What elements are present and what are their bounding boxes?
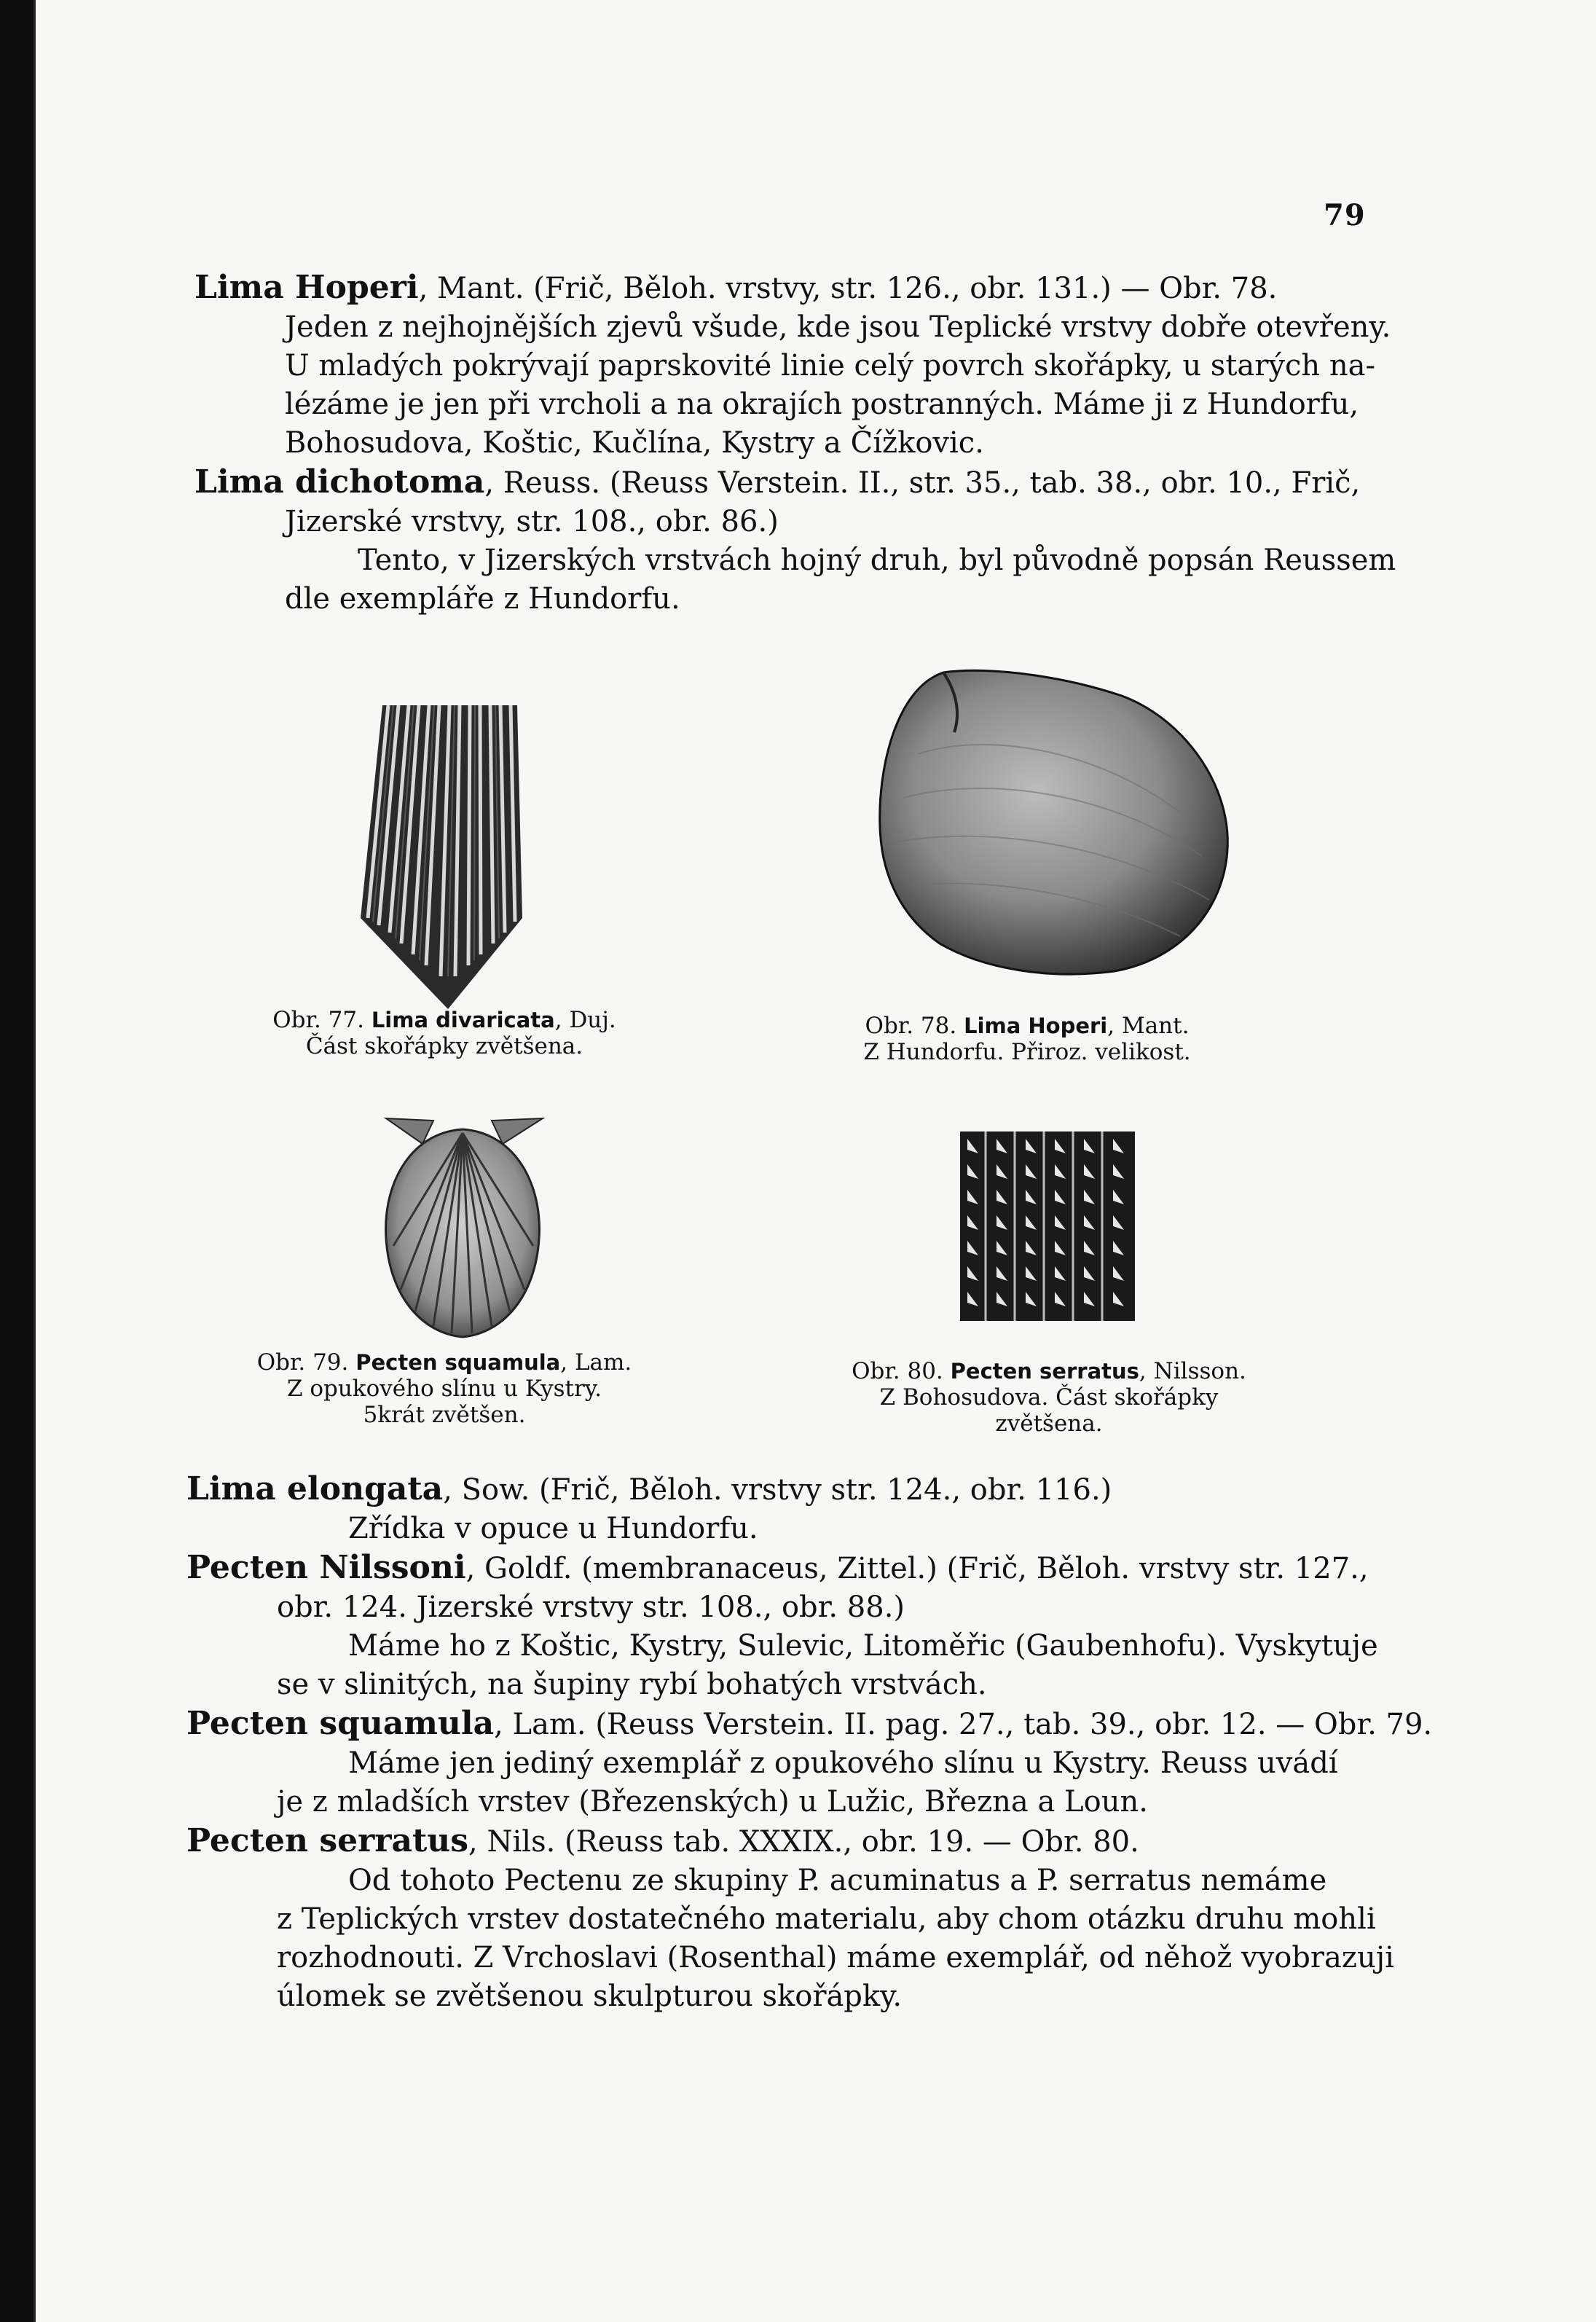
paragraph-line: je z mladších vrstev (Březenských) u Lužic, Března a Loun. (277, 1785, 1148, 1819)
species-name: Pecten Nilssoni (186, 1549, 466, 1586)
paragraph-line: Jeden z nejhojnějších zjevů všude, kde jsou Teplické vrstvy dobře otevřeny. (285, 310, 1391, 344)
figure-77-lima-divaricata-image (353, 699, 535, 1013)
citation: , Nils. (Reuss tab. XXXIX., obr. 19. — Obr. 80. (468, 1825, 1139, 1859)
figure-author: , Lam. (560, 1349, 632, 1376)
paragraph-line: Máme ho z Koštic, Kystry, Sulevic, Litoměřic (Gaubenhofu). Vyskytuje (348, 1629, 1378, 1663)
page-number: 79 (1324, 198, 1366, 232)
figure-species: Lima divaricata (371, 1008, 555, 1032)
figure-number: Obr. 78. (865, 1013, 957, 1039)
figure-80-pecten-serratus-image (960, 1131, 1135, 1321)
paragraph-line: rozhodnouti. Z Vrchoslavi (Rosenthal) máme exemplář, od něhož vyobrazuji (277, 1941, 1394, 1974)
caption-figure-77 (255, 1007, 634, 1059)
entry-lima-dichotoma-heading (194, 463, 1396, 503)
citation: , Sow. (Frič, Běloh. vrstvy str. 124., obr. 116.) (443, 1473, 1112, 1507)
paragraph-line: Bohosudova, Koštic, Kučlína, Kystry a Čížkovic. (285, 426, 984, 460)
species-name: Pecten squamula (186, 1705, 495, 1742)
caption-line: Z opukového slínu u Kystry. (286, 1376, 602, 1402)
species-name: Lima Hoperi (194, 269, 419, 306)
figure-number: Obr. 79. (256, 1349, 349, 1376)
figure-species: Lima Hoperi (964, 1013, 1108, 1038)
paragraph-line: Od tohoto Pectenu ze skupiny P. acuminatus a P. serratus nemáme (348, 1864, 1327, 1897)
figure-79-pecten-squamula-image (379, 1115, 546, 1341)
caption-figure-78 (830, 1013, 1224, 1065)
figure-author: , Nilsson. (1139, 1358, 1246, 1384)
caption-line: zvětšena. (995, 1411, 1103, 1437)
species-name: Lima dichotoma (194, 463, 485, 501)
entry-lima-elongata-heading (186, 1470, 1432, 1510)
caption-line: 5krát zvětšen. (363, 1402, 526, 1428)
figure-78-lima-hoperi-image (874, 667, 1238, 980)
figure-species: Pecten serratus (950, 1359, 1139, 1384)
caption-figure-80 (830, 1358, 1267, 1437)
caption-line (255, 1007, 634, 1033)
species-name: Lima elongata (186, 1470, 444, 1507)
entry-pecten-nilssoni-heading (186, 1548, 1432, 1588)
paragraph-line: Tento, v Jizerských vrstvách hojný druh, byl původně popsán Reussem (358, 544, 1396, 577)
paragraph-line: z Teplických vrstev dostatečného materialu, aby chom otázku druhu mohli (277, 1902, 1376, 1936)
figure-number: Obr. 80. (852, 1358, 943, 1384)
paragraph-line: úlomek se zvětšenou skulpturou skořápky. (277, 1980, 903, 2013)
caption-line: Z Bohosudova. Část skořápky (879, 1384, 1219, 1411)
figure-number: Obr. 77. (272, 1007, 364, 1033)
caption-line (233, 1349, 656, 1376)
paragraph-line: dle exempláře z Hundorfu. (285, 582, 680, 616)
citation-continued: Jizerské vrstvy, str. 108., obr. 86.) (285, 505, 779, 538)
paragraph-line: se v slinitých, na šupiny rybí bohatých vrstvách. (277, 1668, 987, 1701)
book-spine-shadow (0, 0, 34, 2322)
caption-line (830, 1013, 1224, 1039)
figure-author: , Duj. (554, 1007, 616, 1033)
entry-lima-hoperi-heading (194, 268, 1396, 308)
caption-line (830, 1358, 1267, 1384)
entry-pecten-squamula-heading (186, 1704, 1432, 1744)
entry-pecten-serratus-heading (186, 1821, 1432, 1862)
text-block-top (194, 268, 1396, 619)
species-name: Pecten serratus (186, 1822, 469, 1859)
text-block-bottom (186, 1470, 1432, 2016)
caption-line: Část skořápky zvětšena. (305, 1033, 583, 1059)
figure-species: Pecten squamula (355, 1350, 561, 1375)
caption-line: Z Hundorfu. Přiroz. velikost. (863, 1039, 1191, 1065)
caption-figure-79 (233, 1349, 656, 1428)
paragraph-line: lézáme je jen při vrcholi a na okrajích postranných. Máme ji z Hundorfu, (285, 388, 1359, 421)
paragraph-line: Zřídka v opuce u Hundorfu. (348, 1512, 758, 1545)
citation-continued: obr. 124. Jizerské vrstvy str. 108., obr. 88.) (277, 1591, 905, 1624)
citation: , Mant. (Frič, Běloh. vrstvy, str. 126., obr. 131.) — Obr. 78. (418, 272, 1278, 305)
paragraph-line: Máme jen jediný exemplář z opukového slínu u Kystry. Reuss uvádí (348, 1746, 1338, 1780)
figure-author: , Mant. (1107, 1013, 1190, 1039)
citation: , Reuss. (Reuss Verstein. II., str. 35., tab. 38., obr. 10., Frič, (484, 466, 1361, 500)
citation: , Goldf. (membranaceus, Zittel.) (Frič, Běloh. vrstvy str. 127., (465, 1552, 1369, 1585)
citation: , Lam. (Reuss Verstein. II. pag. 27., tab. 39., obr. 12. — Obr. 79. (494, 1708, 1433, 1741)
paragraph-line: U mladých pokrývají paprskovité linie celý povrch skořápky, u starých na- (285, 349, 1375, 383)
